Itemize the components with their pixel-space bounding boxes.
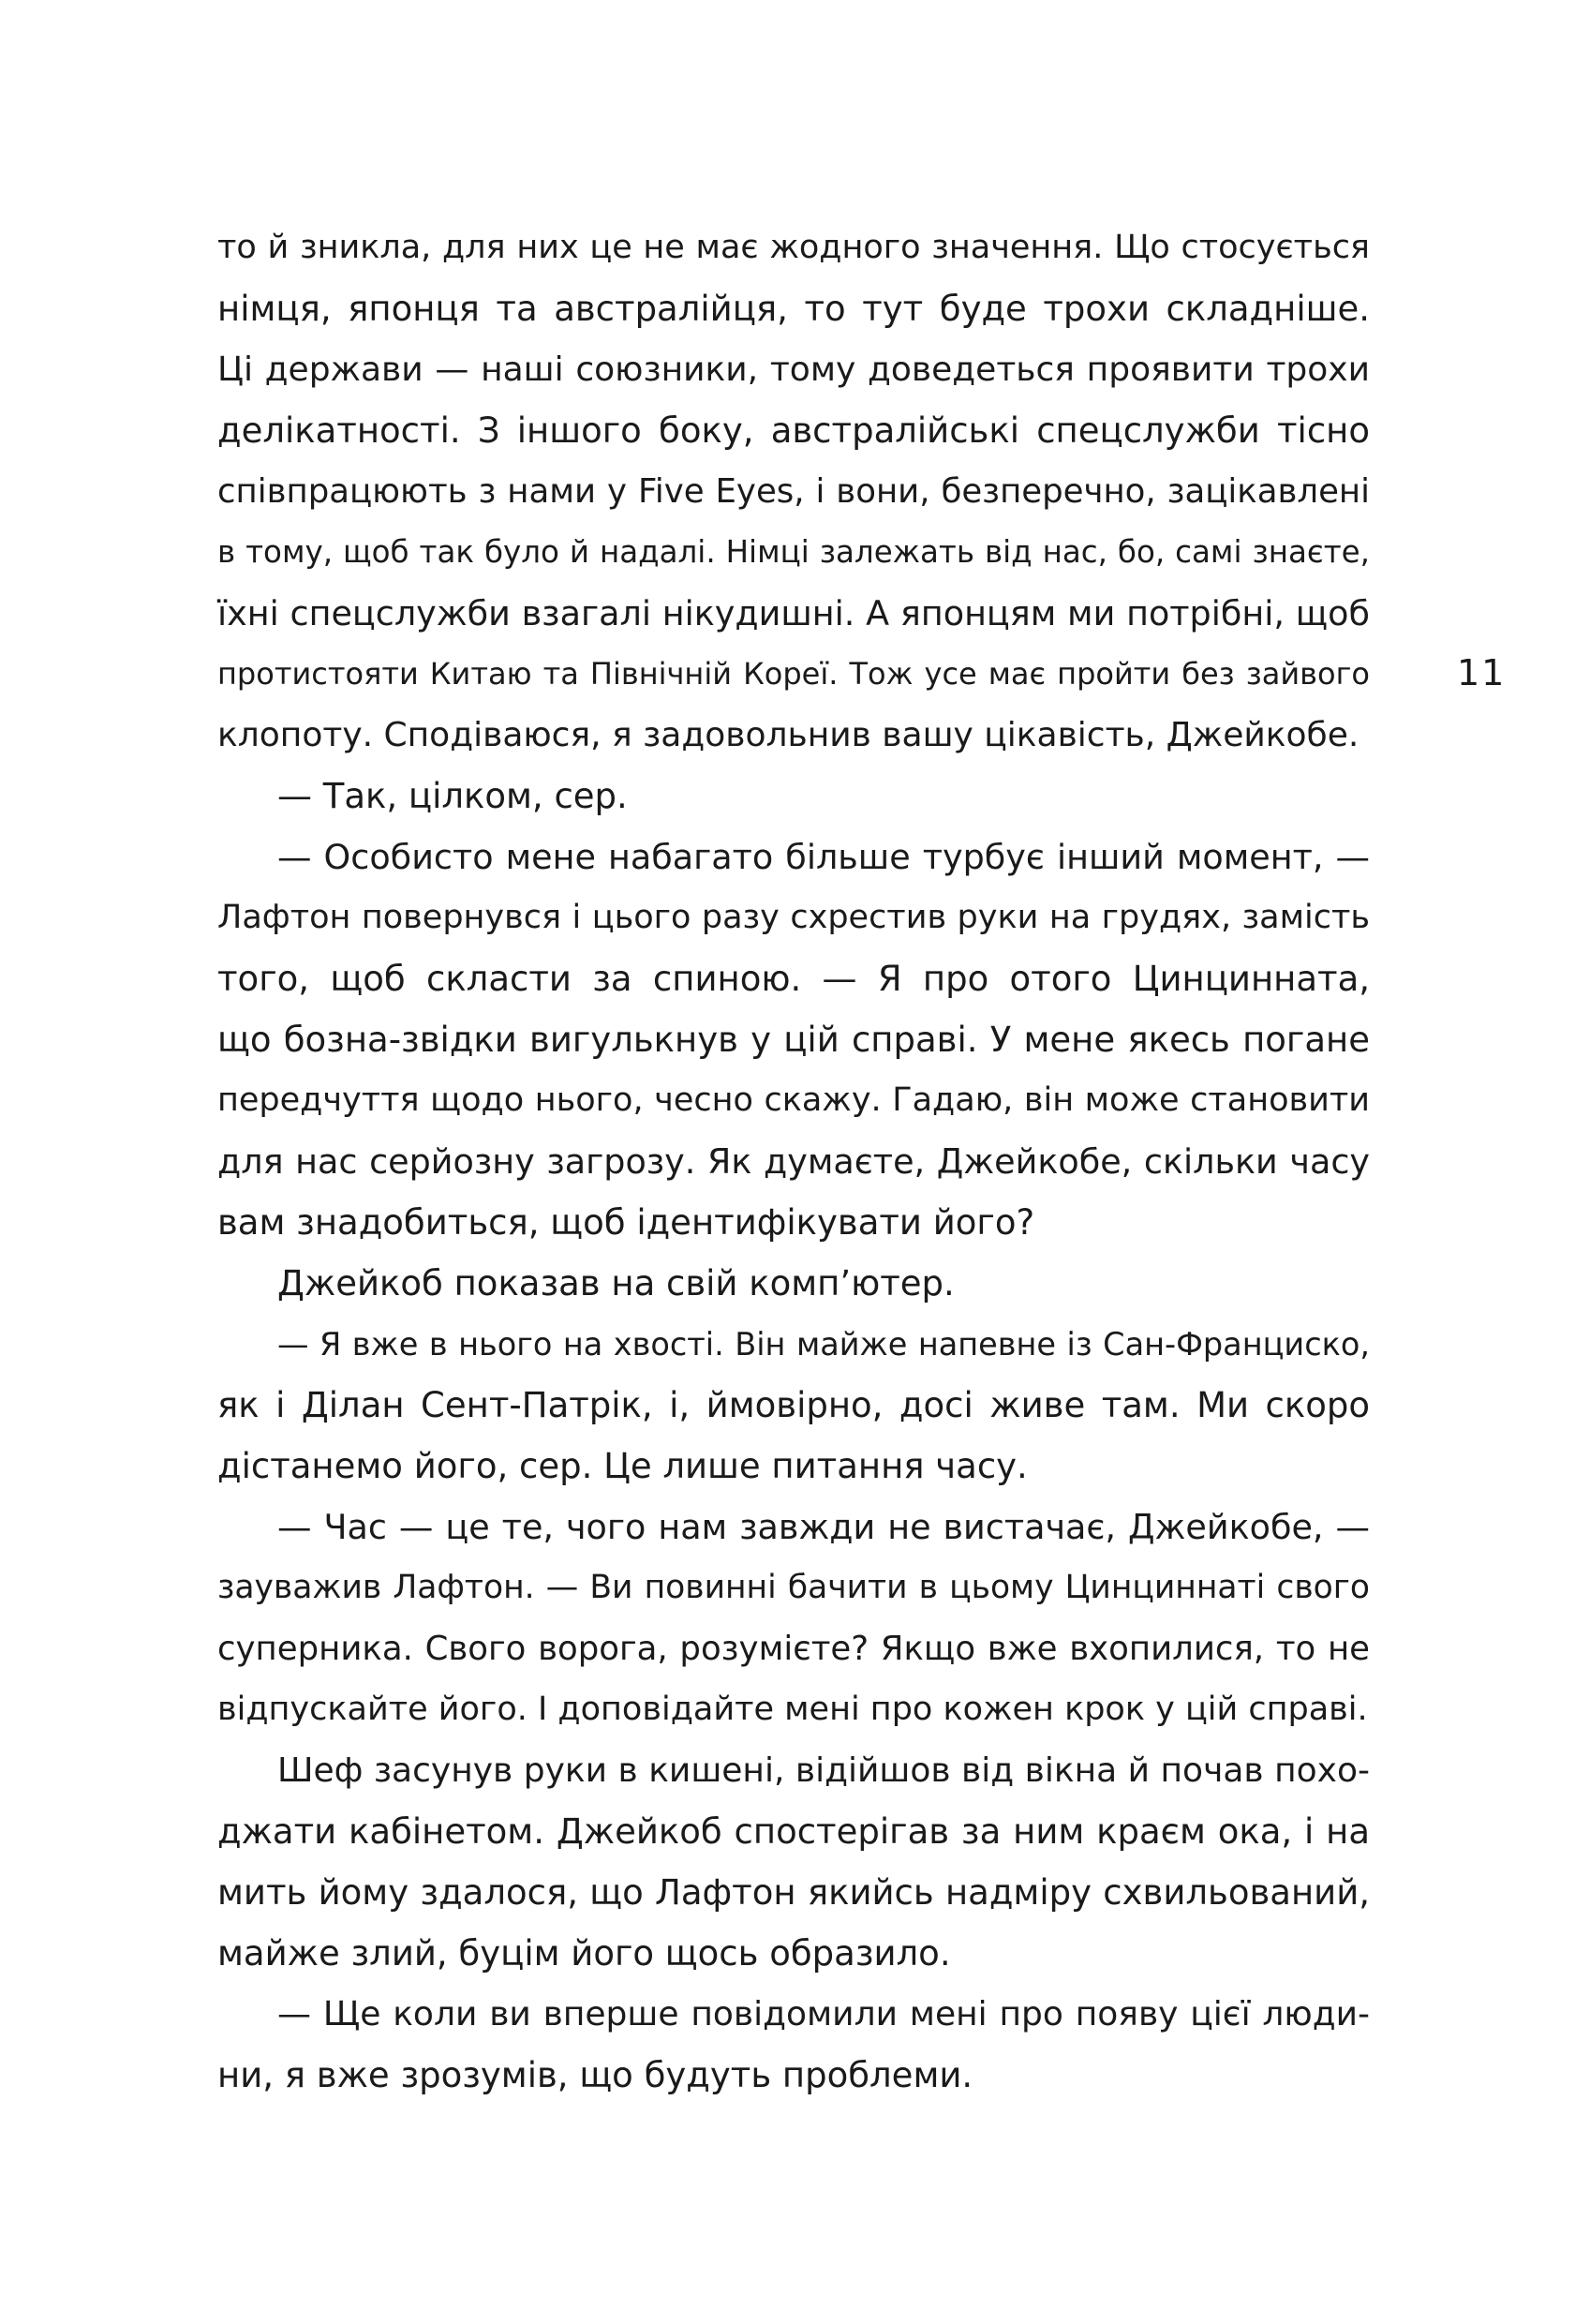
text-line: відпускайте його. І доповідайте мені про кожен крок у цій справі.	[217, 1691, 1368, 1728]
text-line: делікатності. З іншого боку, австралійські спецслужби тісно	[217, 410, 1370, 451]
text-line: в тому, щоб так було й надалі. Німці залежать від нас, бо, самі знаєте,	[217, 534, 1370, 570]
text-line: джати кабінетом. Джейкоб спостерігав за ним краєм ока, і на	[217, 1811, 1370, 1852]
text-line: як і Ділан Сент-Патрік, і, ймовірно, досі живе там. Ми скоро	[217, 1385, 1370, 1425]
text-line: дістанемо його, сер. Це лише питання часу.	[217, 1446, 1028, 1486]
text-line: Джейкоб показав на свій комп’ютер.	[277, 1263, 955, 1304]
text-line: їхні спецслужби взагалі нікудишні. А японцям ми потрібні, щоб	[217, 593, 1370, 633]
text-line: протистояти Китаю та Північній Кореї. Тож усе має пройти без зайвого	[217, 656, 1370, 692]
text-line: вам знадобиться, щоб ідентифікувати його?	[217, 1202, 1035, 1243]
text-line: мить йому здалося, що Лафтон якийсь надміру схвильований,	[217, 1872, 1370, 1913]
text-line: майже злий, буцім його щось образило.	[217, 1933, 951, 1974]
text-line: зауважив Лафтон. — Ви повинні бачити в цьому Цинциннаті свого	[217, 1569, 1370, 1606]
text-line: суперника. Свого ворога, розумієте? Якщо вже вхопилися, то не	[217, 1630, 1370, 1668]
text-line: співпрацюють з нами у Five Eyes, і вони, безперечно, зацікавлені	[217, 472, 1370, 511]
text-line: що бозна-звідки вигулькнув у цій справі. У мене якесь погане	[217, 1020, 1370, 1060]
page-number: 11	[1457, 652, 1507, 693]
text-line: того, щоб скласти за спиною. — Я про отого Цинцинната,	[217, 959, 1370, 999]
text-line: передчуття щодо нього, чесно скажу. Гадаю, він може становити	[217, 1081, 1370, 1119]
text-line: клопоту. Сподіваюся, я задовольнив вашу цікавість, Джейкобе.	[217, 716, 1360, 754]
text-line: для нас серйозну загрозу. Як думаєте, Джейкобе, скільки часу	[217, 1141, 1370, 1182]
text-line: — Так, цілком, сер.	[277, 776, 628, 816]
text-line: Ці держави — наші союзники, тому доведеться проявити трохи	[217, 350, 1370, 389]
text-line: — Ще коли ви вперше повідомили мені про появу цієї люди-	[277, 1995, 1370, 2034]
text-line: — Я вже в нього на хвості. Він майже напевне із Сан-Франциско,	[277, 1326, 1370, 1363]
text-line: ни, я вже зрозумів, що будуть проблеми.	[217, 2055, 973, 2095]
text-line: німця, японця та австралійця, то тут буде трохи складніше.	[217, 289, 1370, 329]
page-body-text	[217, 217, 1370, 2106]
text-line: то й зникла, для них це не має жодного значення. Що стосується	[217, 229, 1370, 266]
text-line: Лафтон повернувся і цього разу схрестив руки на грудях, замість	[217, 899, 1370, 936]
text-line: Шеф засунув руки в кишені, відійшов від вікна й почав похо-	[277, 1751, 1370, 1790]
text-line: — Особисто мене набагато більше турбує інший момент, —	[277, 837, 1370, 877]
text-line: — Час — це те, чого нам завжди не вистачає, Джейкобе, —	[277, 1507, 1370, 1547]
